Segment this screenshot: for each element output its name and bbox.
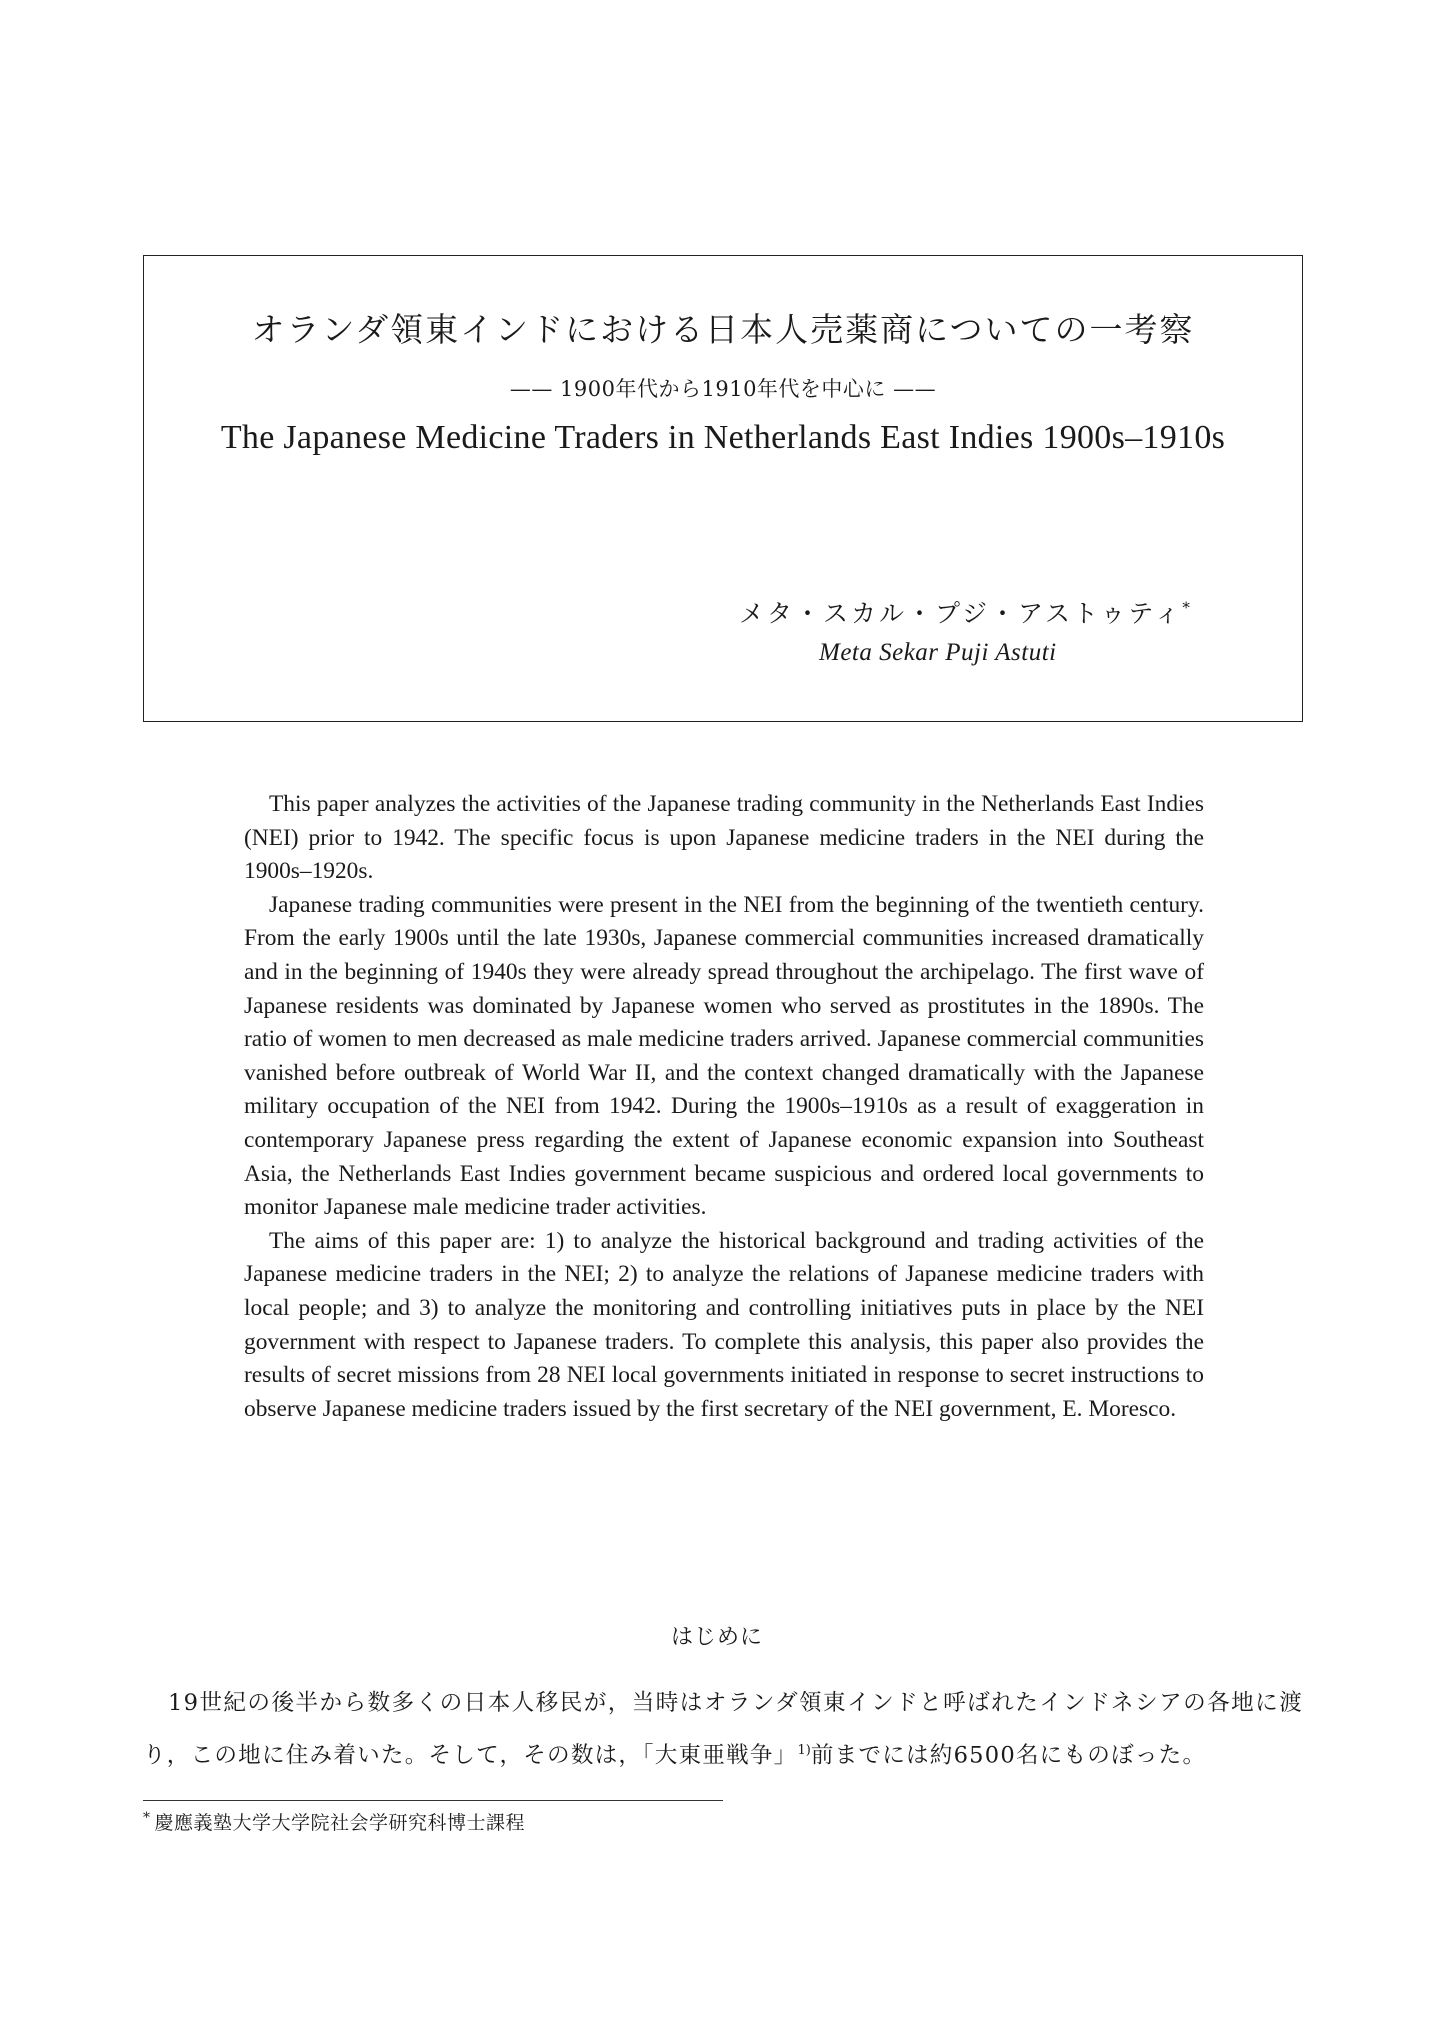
footnote-mark: * [143,1809,151,1826]
abstract-paragraph-2: Japanese trading communities were present in the NEI from the beginning of the twentieth century. From the early 1900s until the late 1930s, Japanese commercial communities increased dramatically and in the beginning of 1940s they were already spread throughout the archipelago. The first wave of Japanese residents was dominated by Japanese women who served as prostitutes in the 1890s. The ratio of women to men decreased as male medicine traders arrived. Japanese commercial communities vanished before outbreak of World War II, and the context changed dramatically with the Japanese military occupation of the NEI from 1942. During the 1900s–1910s as a result of exaggeration in contemporary Japanese press regarding the extent of Japanese economic expansion into Southeast Asia, the Netherlands East Indies government became suspicious and ordered local governments to monitor Japanese male medicine trader activities. [244,891,1204,1221]
author-english: Meta Sekar Puji Astuti [819,639,1057,666]
author-footnote-mark: * [1182,598,1190,617]
intro-text-end: 前までには約6500名にものぼった。 [810,1742,1207,1769]
author-japanese [739,594,1190,630]
abstract-paragraph-3: The aims of this paper are: 1) to analyze the historical background and trading activities of the Japanese medicine traders in the NEI; 2) to analyze the relations of Japanese medicine traders with local people; and 3) to analyze the monitoring and controlling initiatives puts in place by the NEI government with respect to Japanese traders. To complete this analysis, this paper also provides the results of secret missions from 28 NEI local governments initiated in response to secret instructions to observe Japanese medicine traders issued by the first secretary of the NEI government, E. Moresco. [244,1227,1204,1422]
abstract [244,788,1204,1426]
title-japanese: オランダ領東インドにおける日本人売薬商についての一考察 [251,310,1195,349]
intro-note-ref[interactable]: 1) [797,1743,811,1758]
footnote [143,1808,525,1835]
intro-paragraph [143,1680,1303,1780]
author-japanese-name: メタ・スカル・プジ・アストゥティ [739,599,1183,628]
footnote-text: 慶應義塾大学大学院社会学研究科博士課程 [154,1812,526,1834]
footnote-divider [143,1800,723,1801]
section-heading: はじめに [670,1625,763,1650]
intro-text-start: 19世紀の後半から数多くの日本人移民が，当時はオランダ領東インドと呼ばれたインドネシアの各地に渡り，この地に住み着いた。そして，その数は，「大東亜戦争」 [143,1690,1303,1769]
title-english: The Japanese Medicine Traders in Netherlands East Indies 1900s–1910s [220,419,1226,456]
abstract-paragraph-1: This paper analyzes the activities of the Japanese trading community in the Netherlands East Indies (NEI) prior to 1942. The specific focus is upon Japanese medicine traders in the NEI during the 1900s–1920s. [244,791,1204,885]
subtitle-japanese: —— 1900年代から1910年代を中心に —— [509,377,937,401]
title-box [143,255,1303,722]
